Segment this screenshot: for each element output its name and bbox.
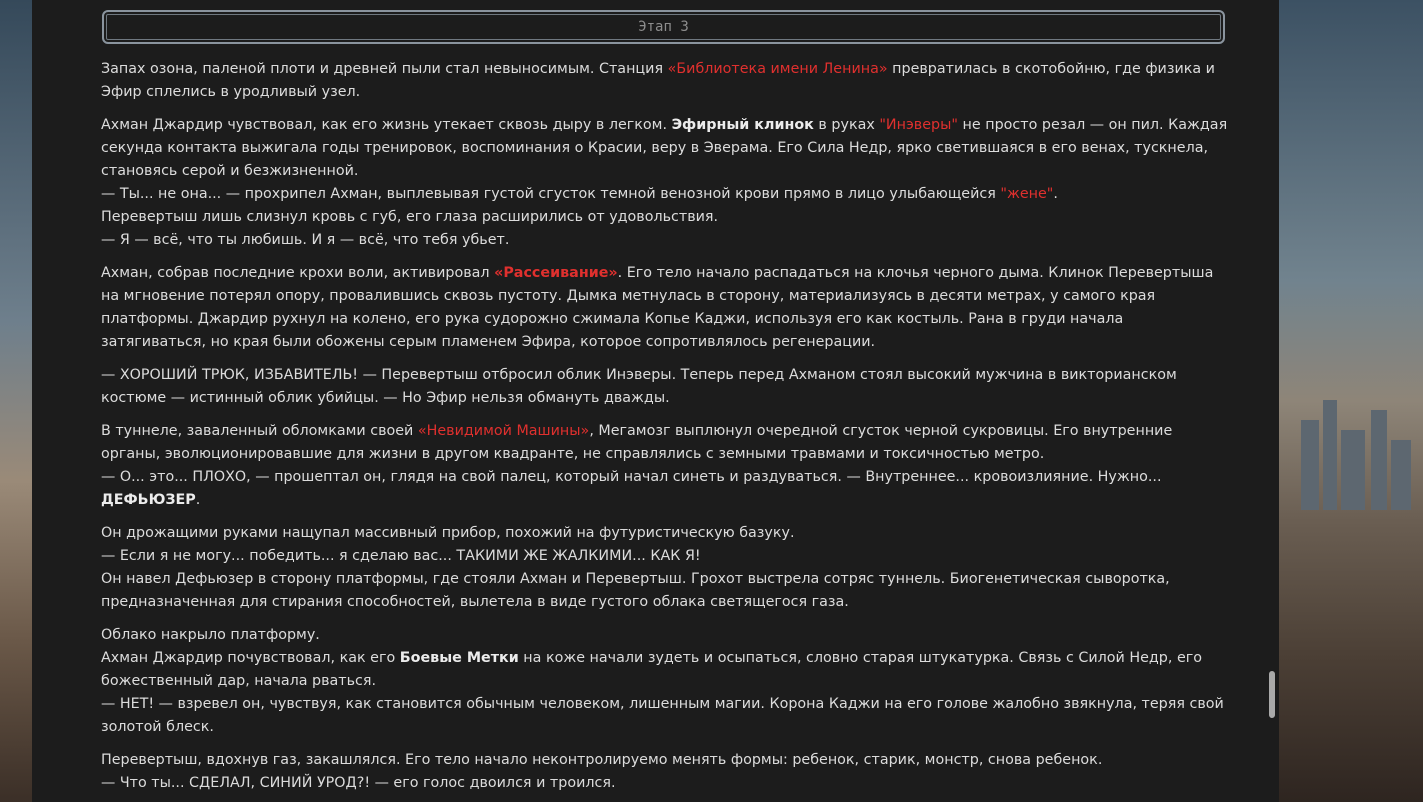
text-run: В туннеле, заваленный обломками своей xyxy=(101,423,418,439)
story-paragraph xyxy=(101,262,1229,354)
text-run: превратилась в скотобойню, где физика и Эфир сплелись в уродливый узел. xyxy=(101,61,1215,100)
text-run: — Ты... не она... — прохрипел Ахман, выплевывая густой сгусток темной венозной крови прямо в лицо улыбающейся xyxy=(101,186,1001,202)
text-run: Перевертыш, вдохнув газ, закашлялся. Его тело начало неконтролируемо менять формы: ребенок, старик, монстр, снова ребенок. xyxy=(101,752,1103,768)
text-run: в руках xyxy=(813,117,880,133)
text-run: Он навел Дефьюзер в сторону платформы, где стояли Ахман и Перевертыш. Грохот выстрела сотряс туннель. Биогенетическая сыворотка, предназначенная для стирания способностей, вылетела в виде густого облака светящегося газа. xyxy=(101,571,1170,610)
text-run: — Я — всё, что ты любишь. И я — всё, что тебя убьет. xyxy=(101,232,510,248)
story-paragraph xyxy=(101,364,1229,410)
highlighted-term: "жене" xyxy=(1000,186,1054,202)
text-run: — Что ты... СДЕЛАЛ, СИНИЙ УРОД?! — его голос двоился и троился. xyxy=(101,775,616,791)
text-run: Он дрожащими руками нащупал массивный прибор, похожий на футуристическую базуку. xyxy=(101,525,795,541)
story-paragraph xyxy=(101,114,1229,252)
bold-term: Эфирный клинок xyxy=(671,117,814,133)
highlighted-term: «Библиотека имени Ленина» xyxy=(667,61,888,77)
stage-title: Этап 3 xyxy=(638,19,689,35)
story-paragraph xyxy=(101,749,1229,795)
text-run: Запах озона, паленой плоти и древней пыли стал невыносимым. Станция xyxy=(101,61,668,77)
text-run: Ахман Джардир чувствовал, как его жизнь утекает сквозь дыру в легком. xyxy=(101,117,672,133)
chat-panel xyxy=(32,0,1279,802)
bold-term: Боевые Метки xyxy=(399,650,519,666)
background-left-scenery xyxy=(0,0,32,802)
text-run: Облако накрыло платформу. xyxy=(101,627,320,643)
text-run: Перевертыш лишь слизнул кровь с губ, его глаза расширились от удовольствия. xyxy=(101,209,719,225)
story-paragraph xyxy=(101,420,1229,512)
scrollbar-thumb[interactable] xyxy=(1269,671,1275,718)
text-run: — НЕТ! — взревел он, чувствуя, как становится обычным человеком, лишенным магии. Корона Каджи на его голове жалобно звякнула, теряя свой золотой блеск. xyxy=(101,696,1224,735)
text-run: . Его тело начало распадаться на клочья черного дыма. Клинок Перевертыша на мгновение потерял опору, провалившись сквозь пустоту. Дымка метнулась в сторону, материализуясь в десяти метрах, у самого края платформы. Джардир рухнул на колено, его рука судорожно сжимала Копье Каджи, используя его как костыль. Рана в груди начала затягиваться, но края были обожены серым пламенем Эфира, которое сопротивлялось регенерации. xyxy=(101,265,1214,350)
text-run: . xyxy=(195,492,201,508)
highlighted-term: "Инэверы" xyxy=(879,117,958,133)
text-run: , Мегамозг выплюнул очередной сгусток черной сукровицы. Его внутренние органы, эволюционировавшие для жизни в другом квадранте, не справлялись с земными травмами и токсичностью метро. xyxy=(101,423,1173,462)
stage-header[interactable] xyxy=(102,10,1225,44)
story-paragraph xyxy=(101,58,1229,104)
text-run: . xyxy=(1053,186,1058,202)
story-text xyxy=(101,58,1229,802)
text-run: не просто резал — он пил. Каждая секунда контакта выжигала годы тренировок, воспоминания о Красии, веру в Эверама. Его Сила Недр, ярко светившаяся в его венах, тускнела, становясь серой и безжизненной. xyxy=(101,117,1228,179)
text-run: — Если я не могу... победить... я сделаю вас... ТАКИМИ ЖЕ ЖАЛКИМИ... КАК Я! xyxy=(101,548,701,564)
bold-term: ДЕФЬЮЗЕР xyxy=(101,492,196,508)
story-paragraph xyxy=(101,624,1229,739)
text-run: — О... это... ПЛОХО, — прошептал он, глядя на свой палец, который начал синеть и раздуваться. — Внутреннее... кровоизлияние. Нужно... xyxy=(101,469,1162,485)
highlighted-term: «Невидимой Машины» xyxy=(417,423,590,439)
text-run: Ахман Джардир почувствовал, как его xyxy=(101,650,400,666)
text-run: Ахман, собрав последние крохи воли, активировал xyxy=(101,265,495,281)
text-run: на коже начали зудеть и осыпаться, словно старая штукатурка. Связь с Силой Недр, его божественный дар, начала рваться. xyxy=(101,650,1203,689)
story-paragraph xyxy=(101,522,1229,614)
highlighted-term: «Рассеивание» xyxy=(494,265,618,281)
text-run: — ХОРОШИЙ ТРЮК, ИЗБАВИТЕЛЬ! — Перевертыш отбросил облик Инэверы. Теперь перед Ахманом стоял высокий мужчина в викторианском костюме — истинный облик убийцы. — Но Эфир нельзя обмануть дважды. xyxy=(101,367,1177,406)
background-right-scenery xyxy=(1279,0,1423,802)
